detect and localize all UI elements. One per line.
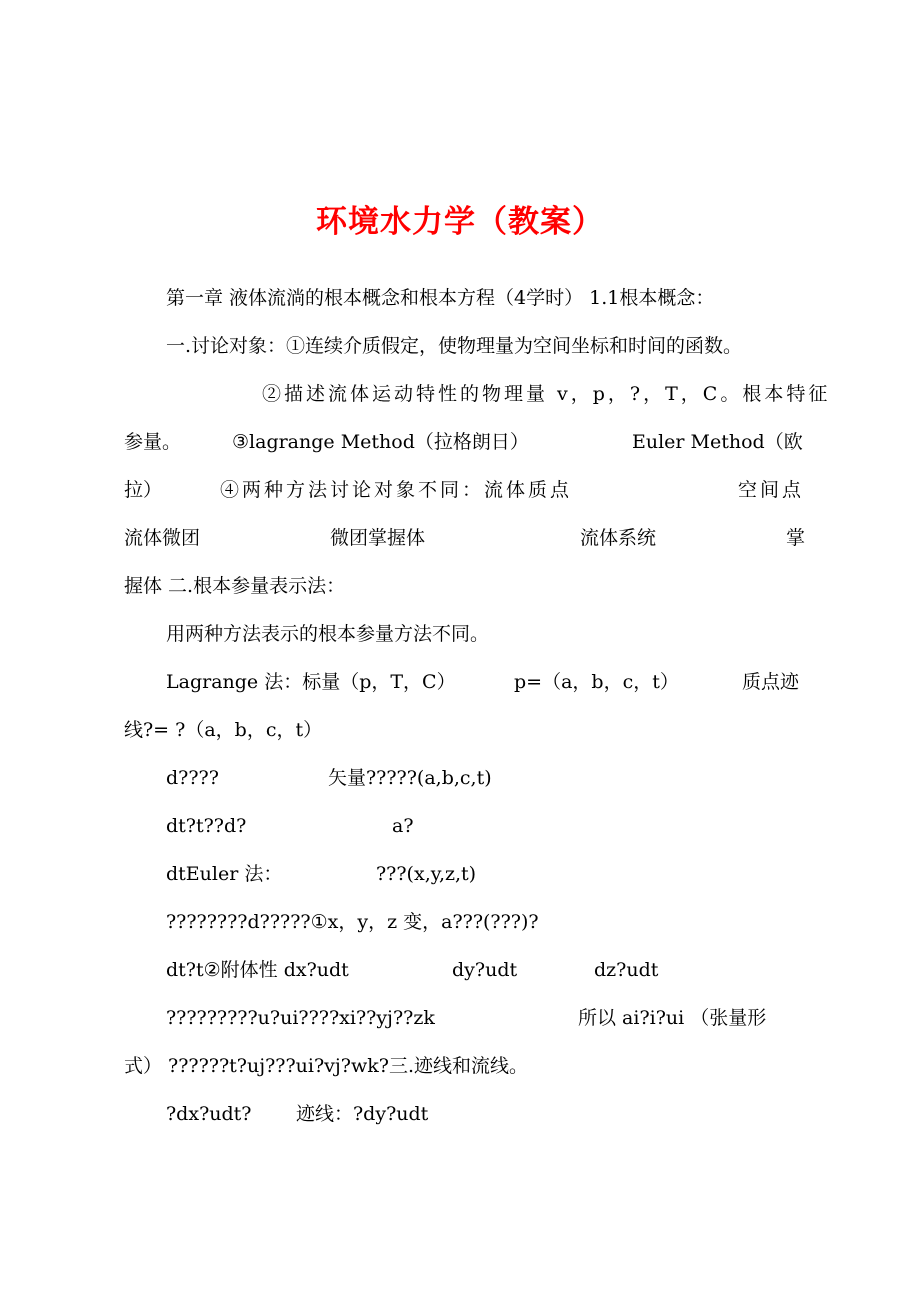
text-segment: 矢量?????(a,b,c,t) <box>328 767 492 789</box>
text-segment: dt?t??d? <box>166 815 247 837</box>
text-segment: ③lagrange Method（拉格朗日） <box>232 431 529 453</box>
text-segment: d???? <box>166 767 219 789</box>
text-segment: 微团掌握体 <box>330 527 426 549</box>
text-segment: Lagrange 法：标量（p，T，C） <box>166 671 456 693</box>
text-segment: 流体微团 <box>124 527 201 549</box>
text-segment: dz?udt <box>594 959 659 981</box>
text-segment: 用两种方法表示的根本参量方法不同。 <box>166 623 490 645</box>
text-segment: Euler Method（欧 <box>632 431 803 453</box>
text-segment: 式） ??????t?uj???ui?vj?wk?三.迹线和流线。 <box>124 1055 528 1077</box>
text-segment: 质点迹 <box>742 671 800 693</box>
text-segment: ?????????u?ui????xi??yj??zk <box>166 1007 435 1029</box>
text-segment: dtEuler 法： <box>166 863 283 885</box>
text-segment: 一.讨论对象：①连续介质假定，使物理量为空间坐标和时间的函数。 <box>166 335 743 357</box>
text-segment: 掌 <box>786 527 806 549</box>
text-segment: ???(x,y,z,t) <box>376 863 477 885</box>
text-segment: 迹线：?dy?udt <box>296 1103 429 1125</box>
text-segment: 所以 ai?i?ui （张量形 <box>578 1007 767 1029</box>
text-segment: ④两种方法讨论对象不同：流体质点 <box>220 479 573 501</box>
text-segment: ?dx?udt? <box>166 1103 252 1125</box>
text-segment: 空间点 <box>738 479 805 501</box>
text-segment: 第一章 液体流淌的根本概念和根本方程（4学时） 1.1根本概念： <box>166 287 715 309</box>
text-segment: 线?= ?（a，b，c，t） <box>124 719 323 741</box>
text-segment: 流体系统 <box>580 527 657 549</box>
text-segment: 参量。 <box>124 431 182 453</box>
text-segment: p=（a，b，c，t） <box>514 671 679 693</box>
text-segment: ②描述流体运动特性的物理量 v，p，?，T，C。根本特征 <box>262 383 831 405</box>
text-segment: dt?t②附体性 dx?udt <box>166 959 349 981</box>
document-title: 环境水力学（教案） <box>316 204 604 240</box>
text-segment: 拉） <box>124 479 163 501</box>
text-segment: dy?udt <box>452 959 518 981</box>
text-segment: 握体 二.根本参量表示法： <box>124 575 346 597</box>
text-segment: ????????d?????①x，y，z 变，a???(???)? <box>166 911 539 933</box>
text-segment: a? <box>392 815 414 837</box>
